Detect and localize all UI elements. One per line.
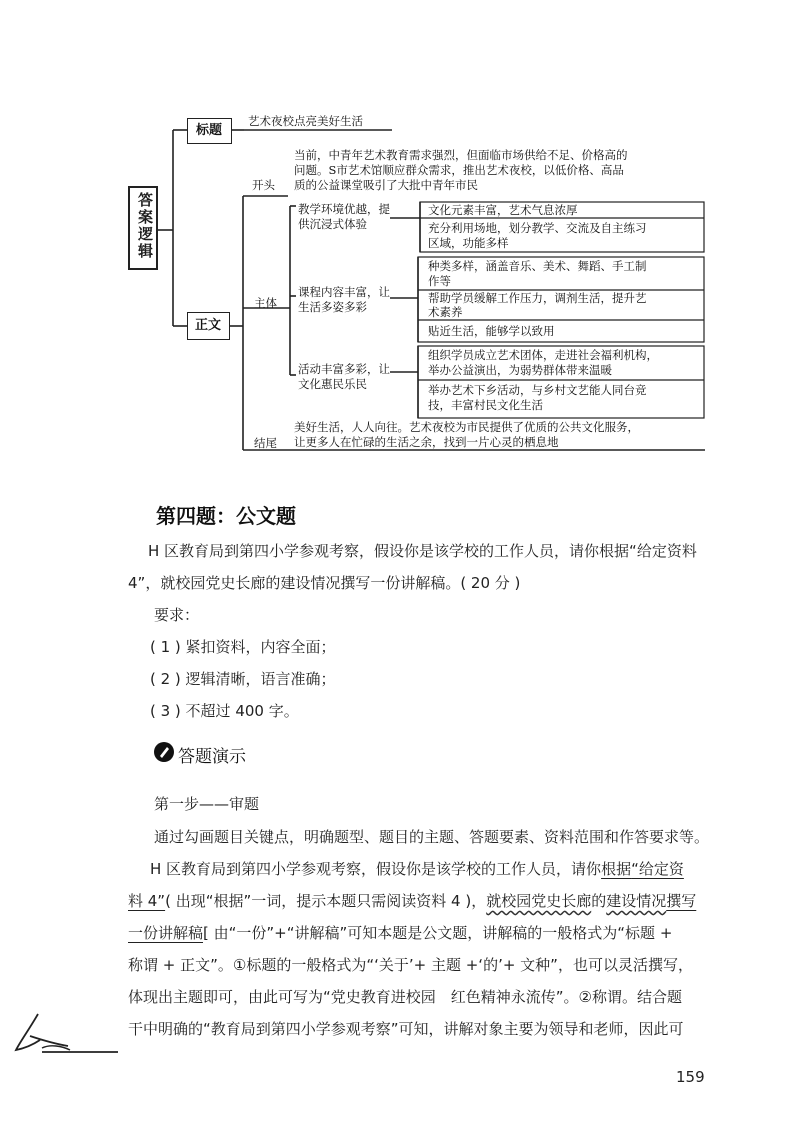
page-number: 159 [676,1068,705,1086]
q4-heading: 第四题：公文题 [156,504,296,528]
q4-requirement: ( 1 ) 紧扣资料，内容全面； [150,638,336,656]
mindmap-ending-line: 让更多人在忙碌的生活之余，找到一片心灵的栖息地 [294,435,559,449]
mindmap-b3: 活动丰富多彩，让 [298,362,390,376]
demo-underlined: “给定资 [631,860,684,878]
mindmap-title-label: 标题 [196,123,223,138]
mindmap-body-label: 主体 [254,296,277,310]
mindmap-opening-line: 质的公益课堂吸引了大批中青年市民 [294,178,478,192]
mindmap-root [128,186,158,270]
mindmap-b2: 课程内容丰富，让 [298,285,390,299]
q4-requirements-label: 要求： [154,606,200,624]
mindmap-b1-detail: 充分利用场地，划分教学、交流及自主练习 [428,221,647,235]
mindmap-b2-detail: 贴近生活，能够学以致用 [428,324,555,338]
demo-heading: 答题演示 [178,747,246,767]
mindmap-main-label: 正文 [195,318,222,333]
mindmap-b1: 教学环境优越，提 [298,202,390,216]
demo-underlined: 根据 [601,860,632,878]
demo-underlined: 一份讲解稿 [128,924,204,942]
mindmap-b3: 文化惠民乐民 [298,377,367,391]
mindmap-b2-detail: 术素养 [428,305,463,319]
demo-line [128,890,728,911]
mindmap-opening-line: 问题。S市艺术馆顺应群众需求，推出艺术夜校，以低价格、高品 [294,163,624,177]
demo-wavy: 就校园党史长廊 [486,892,592,910]
mindmap-lines [0,0,800,470]
mindmap-b1-detail: 文化元素丰富，艺术气息浓厚 [428,203,578,217]
mindmap-ending-line: 美好生活，人人向往。艺术夜校为市民提供了优质的公共文化服务， [294,420,639,434]
demo-step: 第一步——审题 [154,795,260,813]
mindmap-b3-detail: 组织学员成立艺术团体，走进社会福利机构， [428,348,658,362]
demo-wavy: 建设情况 [606,892,667,910]
demo-text: 的 [591,892,607,910]
demo-line: 体现出主题即可，由此可写为“党史教育进校园 红色精神永流传”。②称谓。结合题 [128,988,682,1006]
mindmap-title-node [187,118,232,144]
q4-stem-line: H 区教育局到第四小学参观考察，假设你是该学校的工作人员，请你根据“给定资料 [148,542,697,560]
mindmap-b2-detail: 种类多样，涵盖音乐、美术、舞蹈、手工制 [428,259,647,273]
mindmap-b1-detail: 区域，功能多样 [428,236,509,250]
q4-stem-line: 4”，就校园党史长廊的建设情况撰写一份讲解稿。( 20 分 ) [128,574,521,592]
mindmap-title-text: 艺术夜校点亮美好生活 [248,114,363,128]
demo-line: 称谓 + 正文”。①标题的一般格式为“‘关于’+ 主题 +‘的’+ 文种”，也可以灵活撰写， [128,956,693,974]
demo-text: ( 出现“根据”一词，提示本题只需阅读资料 4 )， [165,892,487,910]
margin-scribble [12,1010,122,1060]
pencil-icon [154,742,174,762]
demo-text: [ 由“一份”+“讲解稿”可知本题是公文题，讲解稿的一般格式为“标题 + [203,924,673,942]
mindmap-b3-detail: 技，丰富村民文化生活 [428,398,543,412]
mindmap-ending-label: 结尾 [254,436,277,450]
demo-line [150,858,750,879]
demo-line: 干中明确的“教育局到第四小学参观考察”可知，讲解对象主要为领导和老师，因此可 [128,1020,684,1038]
mindmap-main-node [187,312,230,340]
q4-requirement: ( 3 ) 不超过 400 字。 [150,702,299,720]
mindmap-root-text: 答案逻辑 [136,192,154,260]
demo-line [128,922,728,943]
mindmap-b2: 生活多姿多彩 [298,300,367,314]
mindmap-opening-label: 开头 [252,178,275,192]
mindmap-b3-detail: 举办艺术下乡活动，与乡村文艺能人同台竞 [428,383,647,397]
mindmap-opening-line: 当前，中青年艺术教育需求强烈，但面临市场供给不足、价格高的 [294,148,628,162]
mindmap-b2-detail: 帮助学员缓解工作压力，调剂生活，提升艺 [428,291,647,305]
demo-paragraph: 通过勾画题目关键点，明确题型、题目的主题、答题要素、资料范围和作答要求等。 [154,828,710,846]
demo-underlined: 料 4” [128,892,166,910]
demo-underlined: 撰写 [666,892,697,910]
q4-requirement: ( 2 ) 逻辑清晰，语言准确； [150,670,336,688]
mindmap-b3-detail: 举办公益演出，为弱势群体带来温暖 [428,363,612,377]
mindmap-b1: 供沉浸式体验 [298,217,367,231]
demo-text: H 区教育局到第四小学参观考察，假设你是该学校的工作人员，请你 [150,860,602,878]
mindmap-b2-detail: 作等 [428,274,451,288]
